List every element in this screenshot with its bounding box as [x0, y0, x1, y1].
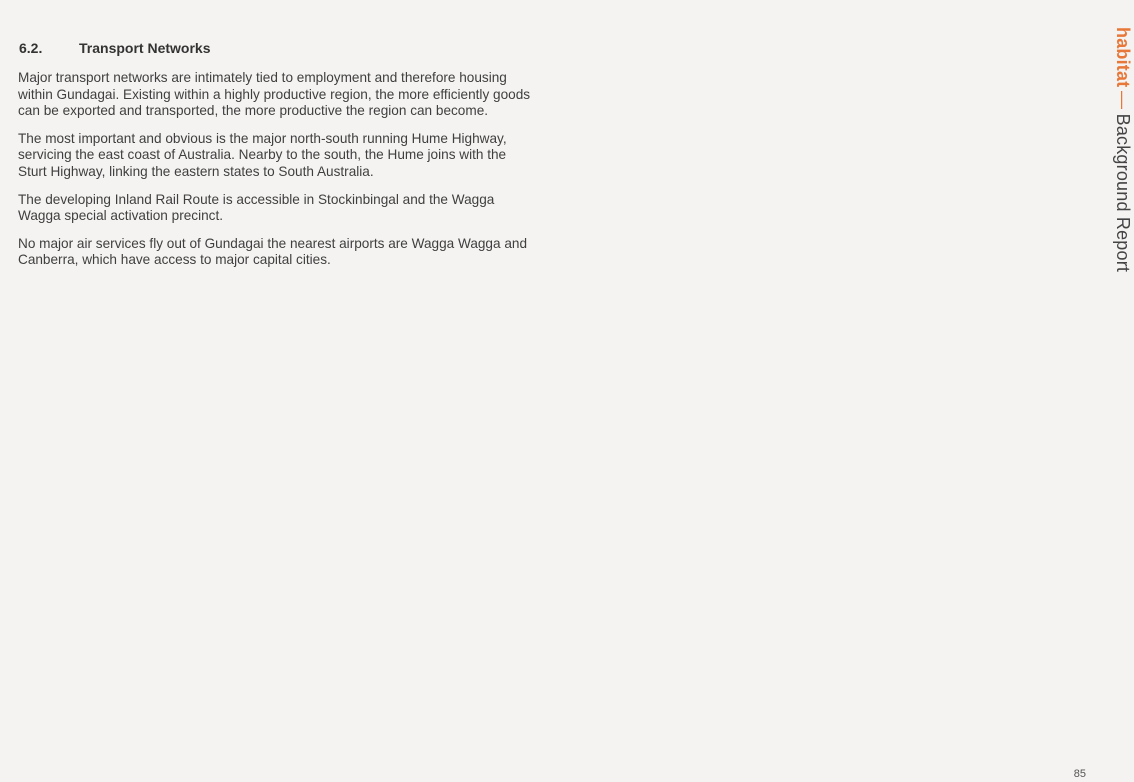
title-separator: —	[1113, 91, 1133, 110]
side-title	[1112, 27, 1133, 272]
report-title: Background Report	[1113, 113, 1133, 273]
paragraph-major-transport: Major transport networks are intimately tied to employment and therefore housing within Gundagai. Existing within a highly productive region, the more efficiently goods can be exported and transported, the more productive the region can become.	[18, 70, 531, 119]
section-number: 6.2.	[19, 40, 43, 56]
page-number: 85	[1073, 768, 1086, 780]
paragraph-inland-rail: The developing Inland Rail Route is accessible in Stockinbingal and the Wagga Wagga special activation precinct.	[18, 191, 495, 224]
brand-logo-text: habitat	[1113, 27, 1133, 88]
paragraph-hume-highway: The most important and obvious is the major north-south running Hume Highway, servicing the east coast of Australia. Nearby to the south, the Hume joins with the Sturt Highway, linking the eastern states to South Australia.	[18, 130, 507, 179]
paragraph-air-services: No major air services fly out of Gundagai the nearest airports are Wagga Wagga and Canberra, which have access to major capital cities.	[18, 235, 528, 268]
section-title: Transport Networks	[79, 40, 211, 56]
section-heading	[19, 40, 210, 56]
body-text	[18, 70, 538, 280]
